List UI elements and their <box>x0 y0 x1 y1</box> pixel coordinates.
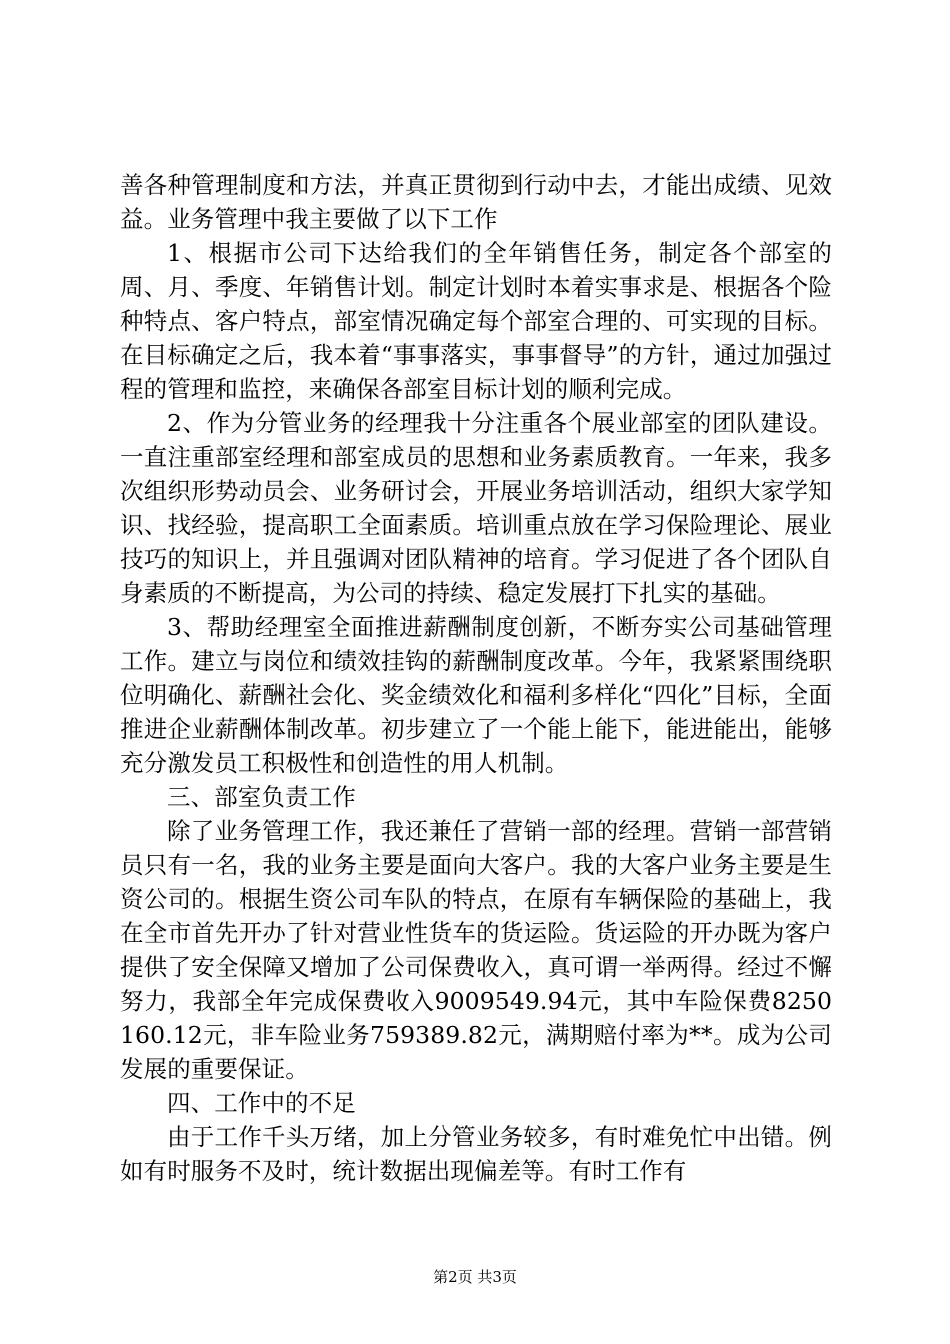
section-heading-3: 三、部室负责工作 <box>167 783 356 811</box>
paragraph-item-3: 3、帮助经理室全面推进薪酬制度创新，不断夯实公司基础管理工作。建立与岗位和绩效挂钩的薪酬制度改革。今年，我紧紧围绕职位明确化、薪酬社会化、奖金绩效化和福利多样化“四化”目标，全面推进企业薪酬体制改革。初步建立了一个能上能下，能进能出，能够充分激发员工积极性和创造性的用人机制。 <box>120 613 832 777</box>
paragraph-department-work: 除了业务管理工作，我还兼任了营销一部的经理。营销一部营销员只有一名，我的业务主要是面向大客户。我的大客户业务主要是生资公司的。根据生资公司车队的特点，在原有车辆保险的基础上，我在全市首先开办了针对营业性货车的货运险。货运险的开办既为客户提供了安全保障又增加了公司保费收入，真可谓一举两得。经过不懈努力，我部全年完成保费收入9009549.94元，其中车险保费8250160.12元，非车险业务759389.82元，满期赔付率为**。成为公司发展的重要保证。 <box>120 817 832 1083</box>
page-number: 第2页 共3页 <box>433 1268 517 1286</box>
paragraph-item-1: 1、根据市公司下达给我们的全年销售任务，制定各个部室的周、月、季度、年销售计划。制定计划时本着实事求是、根据各个险种特点、客户特点，部室情况确定每个部室合理的、可实现的目标。在目标确定之后，我本着“事事落实，事事督导”的方针，通过加强过程的管理和监控，来确保各部室目标计划的顺利完成。 <box>120 239 832 403</box>
paragraph-continuation: 善各种管理制度和方法，并真正贯彻到行动中去，才能出成绩、见效益。业务管理中我主要做了以下工作 <box>120 171 832 233</box>
document-body <box>120 168 832 1188</box>
paragraph-item-2: 2、作为分管业务的经理我十分注重各个展业部室的团队建设。一直注重部室经理和部室成员的思想和业务素质教育。一年来，我多次组织形势动员会、业务研讨会，开展业务培训活动，组织大家学知识、找经验，提高职工全面素质。培训重点放在学习保险理论、展业技巧的知识上，并且强调对团队精神的培育。学习促进了各个团队自身素质的不断提高，为公司的持续、稳定发展打下扎实的基础。 <box>120 409 832 607</box>
section-heading-4: 四、工作中的不足 <box>167 1089 356 1117</box>
page-footer <box>0 1266 950 1287</box>
paragraph-shortcomings: 由于工作千头万绪，加上分管业务较多，有时难免忙中出错。例如有时服务不及时，统计数据出现偏差等。有时工作有 <box>120 1123 832 1185</box>
